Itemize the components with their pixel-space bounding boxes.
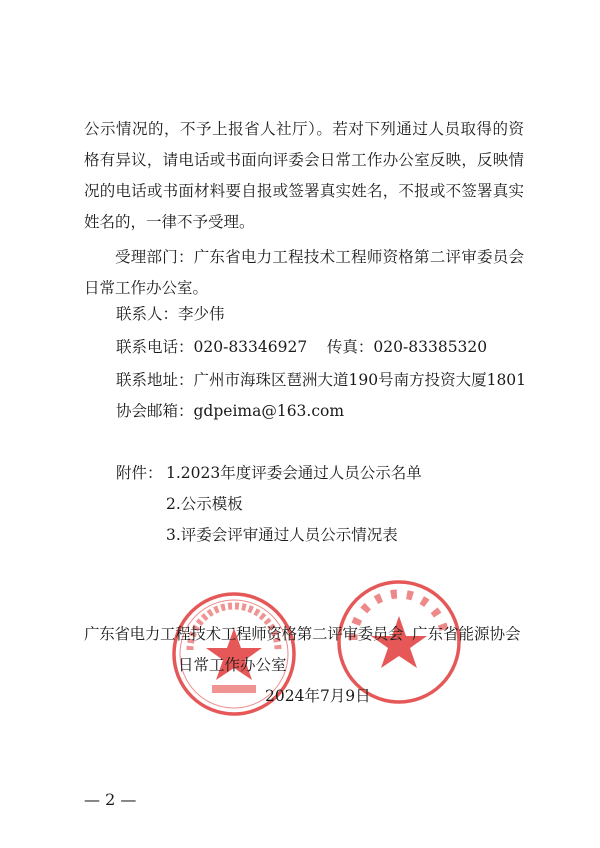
contact-phone: 联系电话：020-83346927 传真：020-83385320 <box>116 338 488 356</box>
signature-office: 日常工作办公室 <box>178 656 287 674</box>
attachment-item: 3.评委会评审通过人员公示情况表 <box>166 526 398 544</box>
notice-paragraph: 公示情况的，不予上报省人社厅）。若对下列通过人员取得的资格有异议，请电话或书面向评委会日常工作办公室反映，反映情况的电话或书面材料要自报或签署真实姓名，不报或不签署真实姓名的，一律不予受理。 <box>84 120 524 231</box>
page-number: — 2 — <box>84 790 137 809</box>
signature-org-2: 广东省能源协会 <box>412 625 521 643</box>
contact-address: 联系地址：广州市海珠区琶洲大道190号南方投资大厦1801 <box>116 371 527 389</box>
department-paragraph: 受理部门：广东省电力工程技术工程师资格第二评审委员会日常工作办公室。 <box>84 248 524 297</box>
signature-date: 2024年7月9日 <box>265 687 371 705</box>
contact-person: 联系人：李少伟 <box>116 305 225 323</box>
attachment-item: 1.2023年度评委会通过人员公示名单 <box>166 464 422 482</box>
signature-org-1: 广东省电力工程技术工程师资格第二评审委员会 <box>84 625 404 643</box>
attachment-item: 2.公示模板 <box>166 495 243 513</box>
contact-email: 协会邮箱：gdpeima@163.com <box>116 402 345 420</box>
attachments-label: 附件： <box>116 464 163 482</box>
